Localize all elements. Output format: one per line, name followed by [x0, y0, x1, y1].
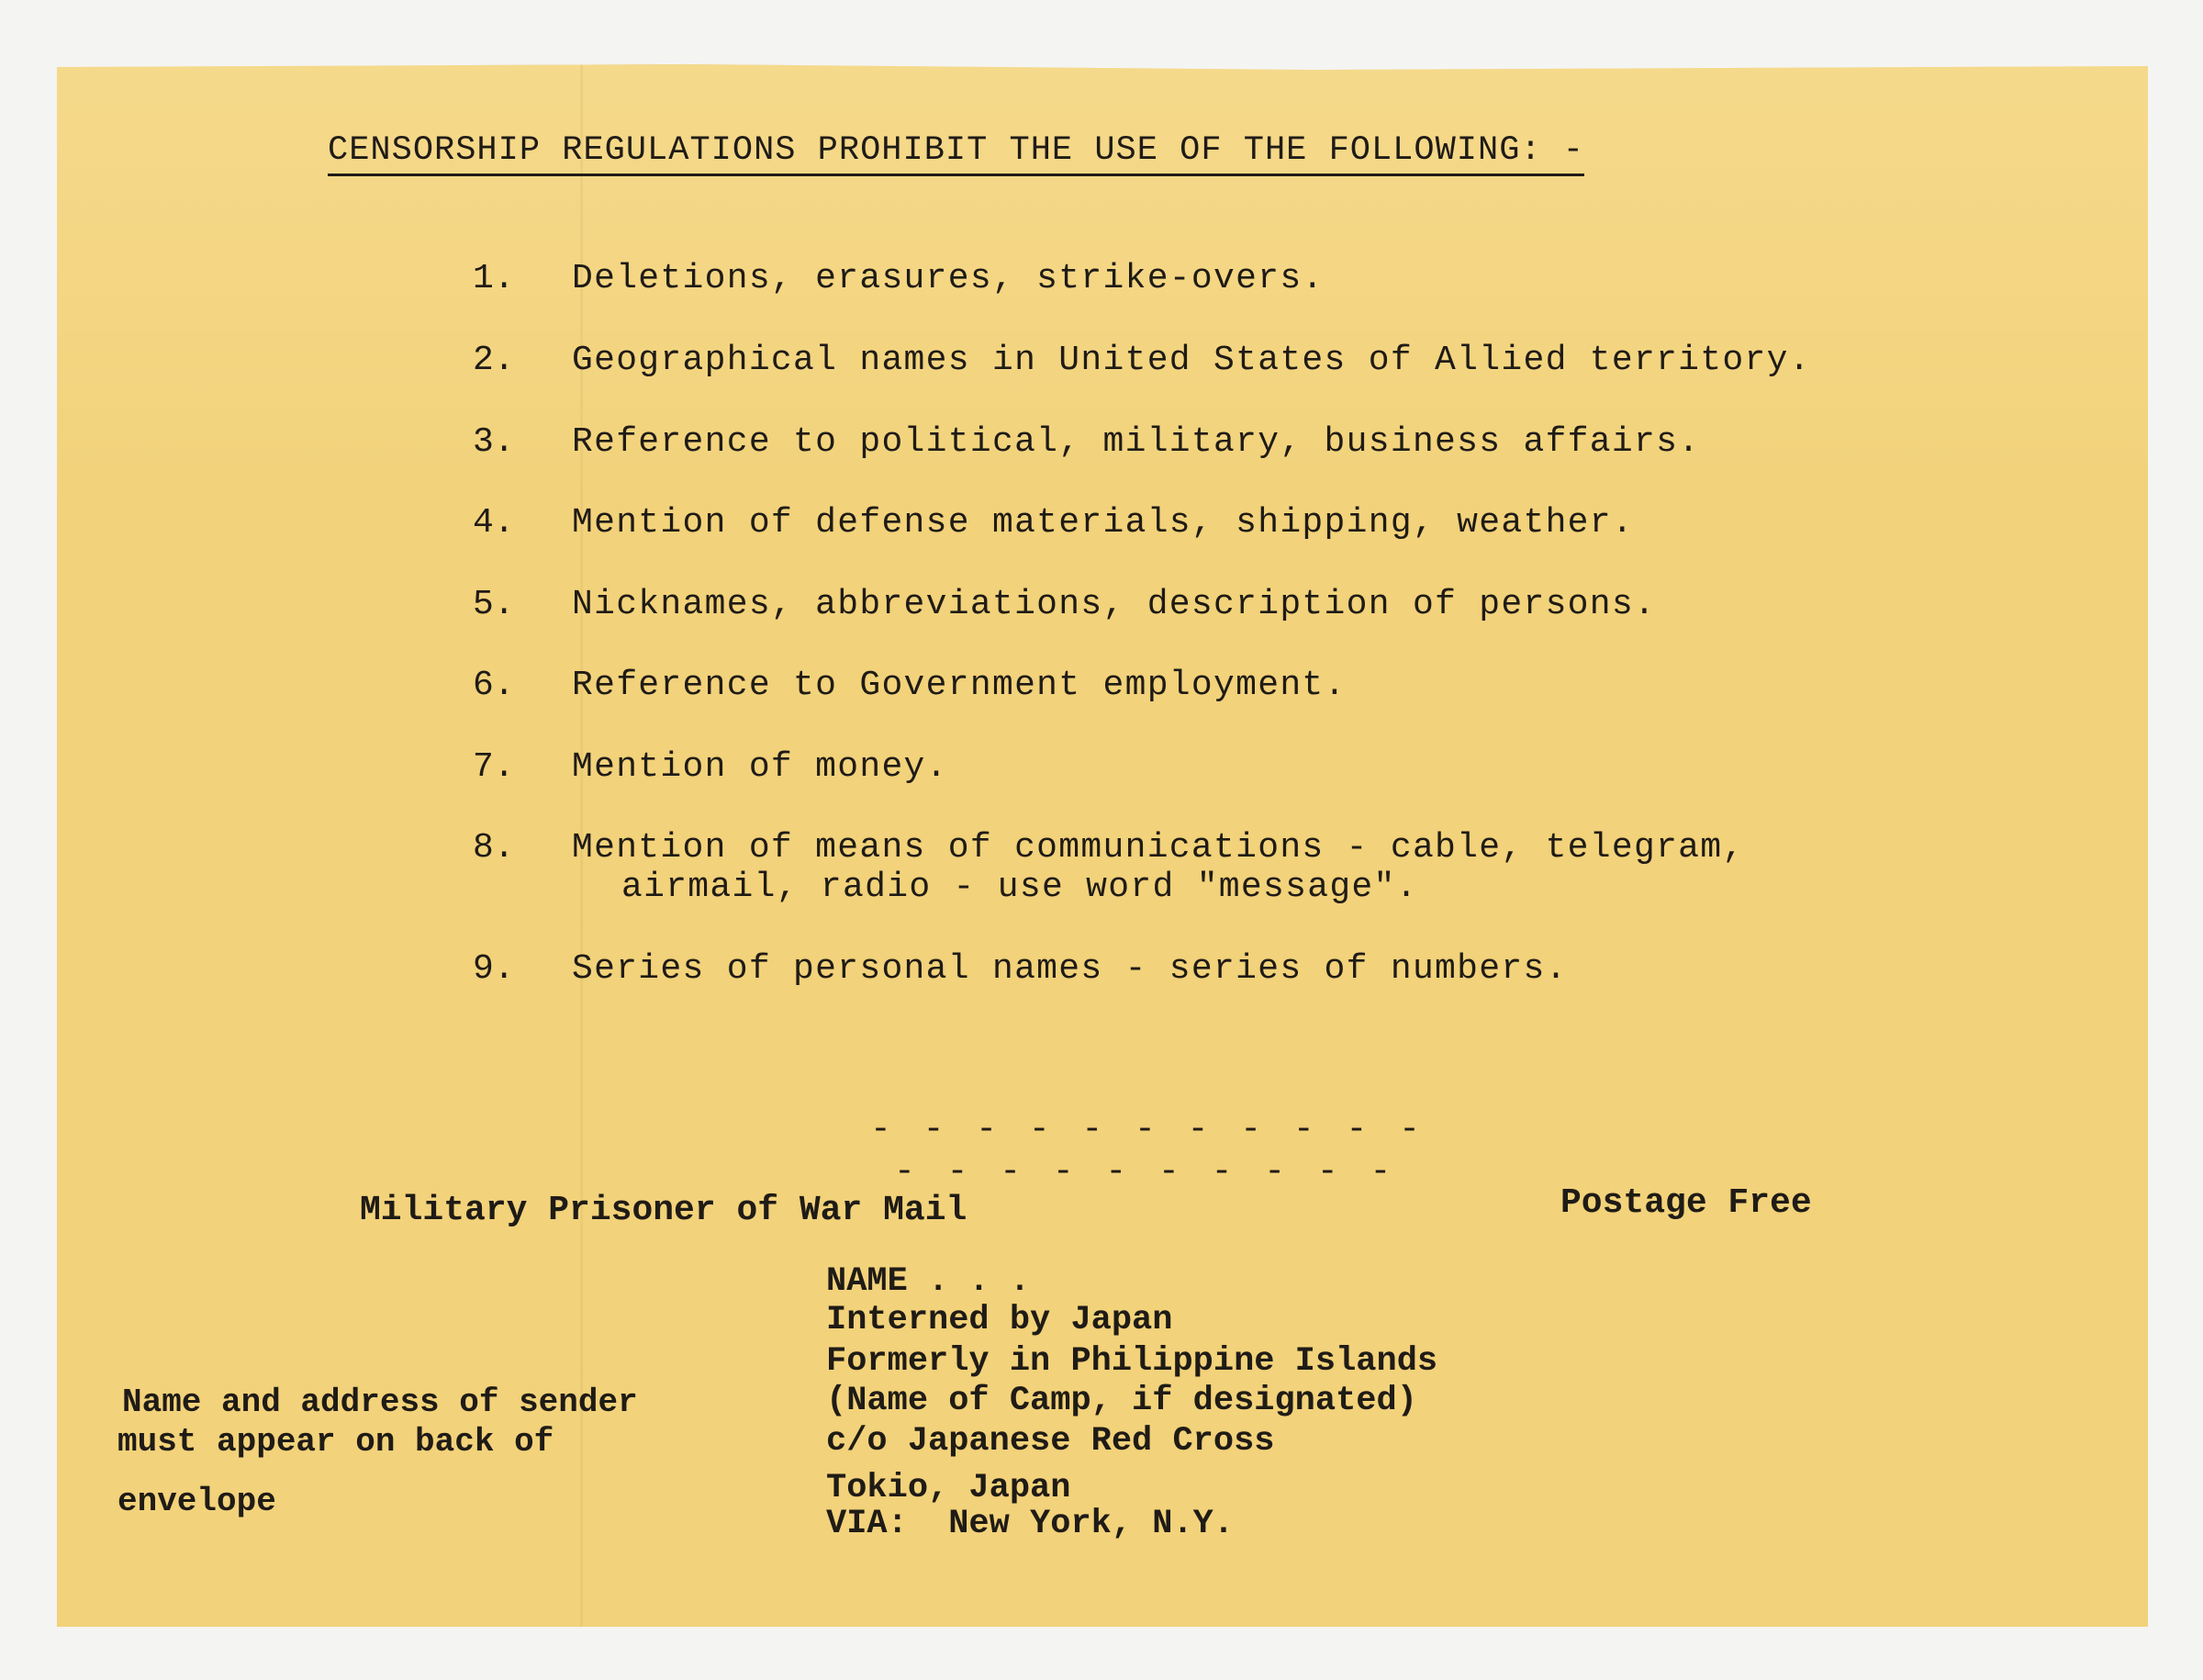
sender-note-line: must appear on back of [117, 1423, 554, 1461]
address-line: VIA: New York, N.Y. [826, 1505, 1235, 1543]
sender-note-line: Name and address of sender [122, 1383, 638, 1421]
postage-label: Postage Free [1560, 1183, 1812, 1223]
item-number: 6. [473, 666, 515, 705]
separator-dashes: - - - - - - - - - - - [870, 1110, 1426, 1149]
address-line: Formerly in Philippine Islands [826, 1342, 1438, 1381]
item-text: Geographical names in United States of Allied territory. [572, 341, 1811, 380]
item-text: Deletions, erasures, strike-overs. [572, 259, 1325, 298]
item-text: Nicknames, abbreviations, description of persons. [572, 585, 1657, 624]
item-text: Reference to Government employment. [572, 666, 1347, 705]
heading: CENSORSHIP REGULATIONS PROHIBIT THE USE OF THE FOLLOWING: - [328, 134, 1584, 176]
item-text: Mention of money. [572, 747, 948, 787]
address-line: Interned by Japan [826, 1301, 1173, 1339]
item-number: 8. [473, 828, 515, 868]
address-line: c/o Japanese Red Cross [826, 1422, 1275, 1461]
item-text-continuation: airmail, radio - use word "message". [621, 868, 1418, 907]
item-number: 7. [473, 747, 515, 787]
sender-note-line: envelope [117, 1483, 276, 1520]
item-text: Reference to political, military, business affairs. [572, 422, 1701, 462]
item-text: Series of personal names - series of numbers. [572, 949, 1568, 989]
address-line: (Name of Camp, if designated) [826, 1382, 1417, 1420]
item-number: 1. [473, 259, 515, 298]
item-number: 4. [473, 503, 515, 543]
item-number: 2. [473, 341, 515, 380]
item-number: 9. [473, 949, 515, 989]
mail-type-label: Military Prisoner of War Mail [360, 1191, 967, 1230]
address-line: NAME . . . [826, 1262, 1031, 1301]
item-text: Mention of defense materials, shipping, weather. [572, 503, 1634, 543]
item-number: 3. [473, 422, 515, 462]
address-line: Tokio, Japan [826, 1469, 1071, 1507]
separator-dashes: - - - - - - - - - - [894, 1152, 1397, 1192]
item-number: 5. [473, 585, 515, 624]
item-text: Mention of means of communications - cable, telegram, [572, 828, 1745, 868]
